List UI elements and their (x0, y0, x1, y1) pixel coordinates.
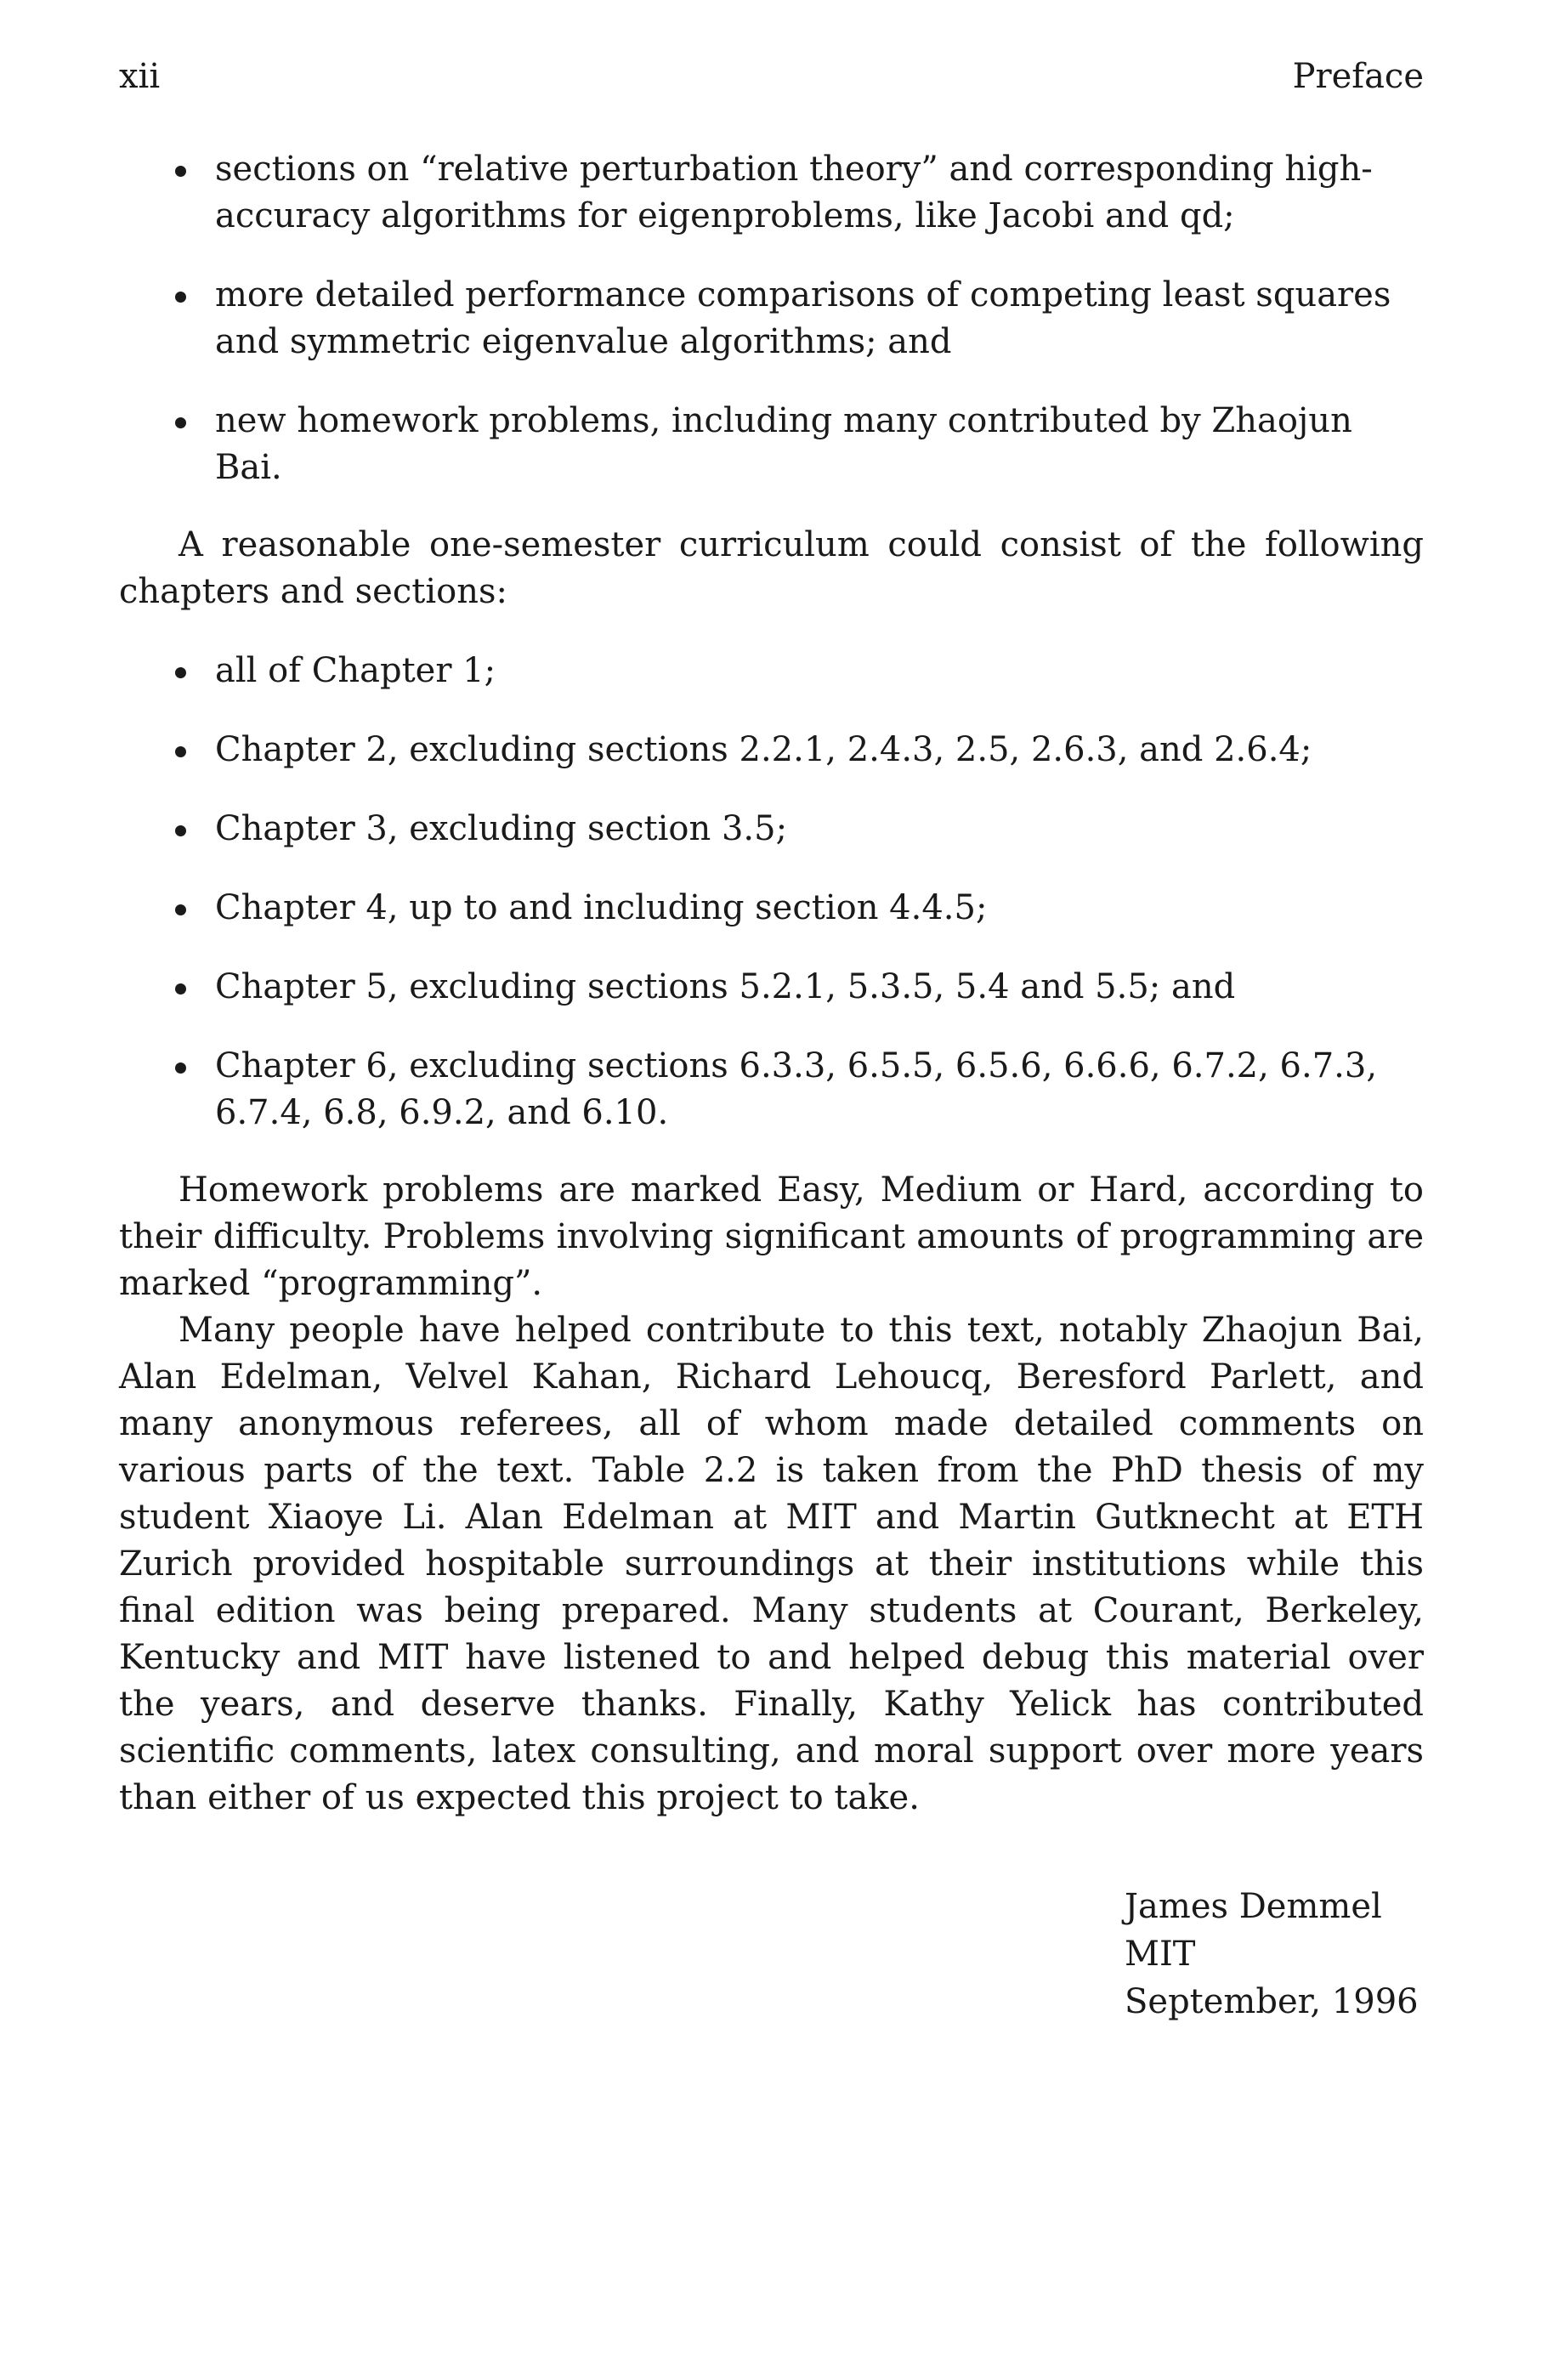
list-item (119, 1043, 1424, 1136)
running-title: Preface (1292, 57, 1424, 96)
bullet-icon (175, 1062, 186, 1074)
changes-list (119, 146, 1424, 491)
list-item-text: sections on “relative perturbation theory” and corresponding high-accuracy algorithms for eigenproblems, like Jacobi and qd; (215, 150, 1373, 235)
list-item-text: Chapter 4, up to and including section 4.4.5; (215, 888, 988, 927)
curriculum-list (119, 648, 1424, 1136)
homework-paragraph: Homework problems are marked Easy, Medium or Hard, according to their difficulty. Problems involving significant amounts of programming are marked “programming”. (119, 1170, 1424, 1303)
list-item-text: Chapter 5, excluding sections 5.2.1, 5.3.5, 5.4 and 5.5; and (215, 967, 1236, 1006)
bullet-icon (175, 417, 186, 428)
bullet-icon (175, 904, 186, 915)
acknowledgments-paragraph: Many people have helped contribute to this text, notably Zhaojun Bai, Alan Edelman, Velvel Kahan, Richard Lehoucq, Beresford Parlett, and many anonymous referees, all of whom made detailed comments on various parts of the text. Table 2.2 is taken from the PhD thesis of my student Xiaoye Li. Alan Edelman at MIT and Martin Gutknecht at ETH Zurich provided hospitable surroundings at their institutions while this final edition was being prepared. Many students at Courant, Berkeley, Kentucky and MIT have listened to and helped debug this material over the years, and deserve thanks. Finally, Kathy Yelick has contributed scientific comments, latex consulting, and moral support over more years than either of us expected this project to take. (119, 1311, 1424, 1817)
list-item (119, 885, 1424, 932)
page-content (119, 146, 1424, 2026)
signature-block (1125, 1883, 1424, 2026)
list-item-text: Chapter 2, excluding sections 2.2.1, 2.4.3, 2.5, 2.6.3, and 2.6.4; (215, 730, 1312, 769)
running-header (119, 51, 1424, 102)
bullet-icon (175, 746, 186, 757)
list-item (119, 727, 1424, 774)
list-item-text: new homework problems, including many contributed by Zhaojun Bai. (215, 401, 1352, 487)
author-affiliation: MIT (1125, 1935, 1196, 1974)
list-item (119, 648, 1424, 694)
list-item (119, 272, 1424, 366)
bullet-icon (175, 667, 186, 678)
list-item (119, 146, 1424, 240)
bullet-icon (175, 983, 186, 994)
list-item (119, 398, 1424, 491)
list-item (119, 806, 1424, 853)
list-item-text: Chapter 3, excluding section 3.5; (215, 809, 788, 848)
curriculum-intro-paragraph: A reasonable one-semester curriculum could consist of the following chapters and sections: (119, 525, 1424, 611)
list-item-text: all of Chapter 1; (215, 651, 496, 690)
list-item-text: more detailed performance comparisons of competing least squares and symmetric eigenvalue algorithms; and (215, 275, 1391, 361)
book-page (119, 51, 1424, 2346)
signature-date: September, 1996 (1125, 1982, 1419, 2021)
list-item (119, 964, 1424, 1011)
bullet-icon (175, 825, 186, 836)
list-item-text: Chapter 6, excluding sections 6.3.3, 6.5.5, 6.5.6, 6.6.6, 6.7.2, 6.7.3, 6.7.4, 6.8, 6.9.2, and 6.10. (215, 1046, 1378, 1132)
bullet-icon (175, 166, 186, 177)
page-number: xii (119, 57, 161, 96)
author-name: James Demmel (1125, 1887, 1382, 1926)
bullet-icon (175, 292, 186, 303)
